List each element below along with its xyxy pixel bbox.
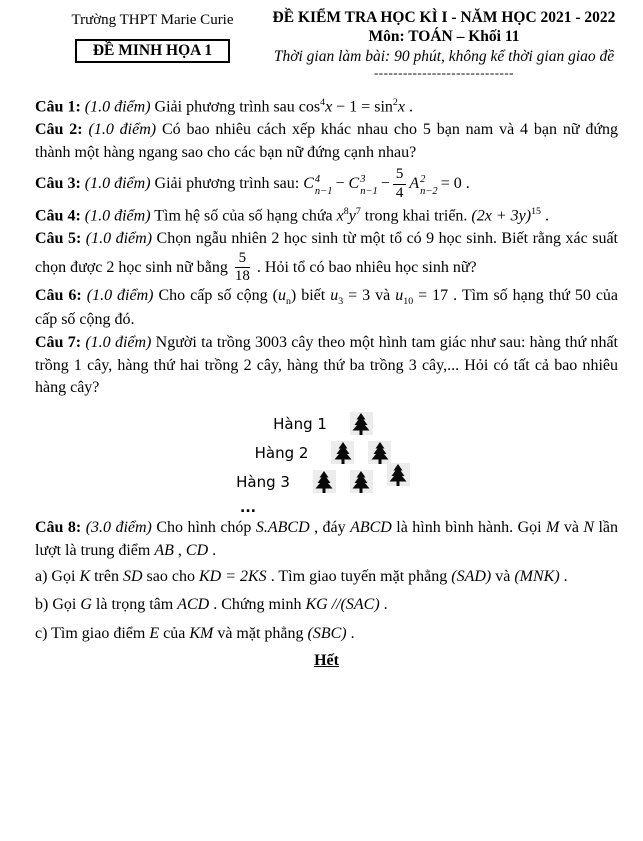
question-3 (35, 167, 618, 202)
math-name: S.ABCD (255, 519, 310, 537)
question-2 (35, 119, 618, 164)
q1-end: . (404, 98, 413, 116)
tree-row-1 (35, 412, 618, 435)
math-var: x (336, 207, 344, 225)
q7-label: Câu 7: (35, 333, 82, 351)
math-name: ABCD (350, 519, 392, 537)
math-value: = 17 (413, 287, 449, 304)
math-var: x (325, 98, 333, 116)
question-6 (35, 285, 618, 332)
question-5 (35, 228, 618, 285)
q8-text: là hình bình hành. Gọi (391, 519, 547, 537)
math-exponent: 2 (392, 96, 398, 108)
q1-label: Câu 1: (35, 98, 81, 116)
sup: 3 (360, 174, 366, 186)
header-right-column (270, 8, 618, 79)
math-name: E (149, 625, 160, 643)
sub: n−2 (420, 185, 438, 197)
q6-text: . Tìm số hạng thứ 50 của cấp số cộng đó. (35, 287, 619, 329)
tree-diagram (35, 412, 618, 515)
math-subscript: n (285, 296, 291, 308)
q1-points: (1.0 điểm) (84, 98, 151, 116)
fraction-numerator: 5 (235, 251, 250, 269)
q7-points: (1.0 điểm) (85, 333, 152, 351)
math-value: = 3 (343, 287, 371, 304)
math-A: A (409, 175, 420, 193)
exam-header (35, 8, 618, 79)
question-8b (35, 594, 618, 617)
supsub (315, 174, 333, 197)
math-subscript: 3 (338, 296, 344, 308)
question-4 (35, 205, 618, 228)
q8c-text: của (159, 625, 190, 643)
tree-row-2 (35, 441, 618, 464)
q6-points: (1.0 điểm) (86, 287, 154, 304)
math-name: N (583, 519, 595, 537)
fraction-denominator: 4 (395, 184, 404, 201)
q3-text: Giải phương trình sau: (150, 175, 304, 193)
math-exponent: 4 (320, 96, 326, 108)
math-name: KD = 2KS (198, 567, 267, 585)
q3-end: . (461, 175, 470, 193)
q2-points: (1.0 điểm) (88, 120, 157, 138)
math-subscript: 10 (403, 296, 414, 308)
exam-code-box: ĐỀ MINH HỌA 1 (75, 39, 230, 63)
math-mid: − 1 = (332, 98, 375, 116)
q8-label: Câu 8: (35, 519, 82, 537)
sub: n−1 (314, 185, 333, 197)
math-name: ACD (177, 596, 210, 614)
exam-duration: Thời gian làm bài: 90 phút, không kể thời gian giao đề (273, 47, 615, 65)
diagram-ellipsis: ... (240, 500, 256, 517)
math-C: C (303, 175, 314, 193)
end-label: Hết (314, 651, 339, 669)
math-equals: = 0 (440, 175, 462, 193)
q2-text: Có bao nhiêu cách xếp khác nhau cho 5 bạn nam và 4 bạn nữ đứng thành một hàng ngang sao cho các bạn nữ đứng cạnh nhau? (35, 120, 619, 161)
question-list (35, 96, 618, 670)
q5-text: . Hỏi tổ có bao nhiêu học sinh nữ? (252, 258, 477, 276)
tree-icon (331, 441, 354, 464)
math-name: (MNK) (514, 567, 560, 585)
q3-points: (1.0 điểm) (84, 175, 151, 193)
math-exponent: 8 (343, 205, 349, 217)
school-name: Trường THPT Marie Curie (71, 12, 234, 28)
math-name: AB (154, 541, 174, 559)
q8a-text: . Tìm giao tuyến mặt phẳng (266, 567, 452, 585)
math-var: x (397, 98, 405, 116)
q8-text: và (559, 519, 584, 537)
q8a-text: trên (90, 567, 123, 585)
q4-points: (1.0 điểm) (84, 207, 151, 225)
math-u: u (395, 287, 404, 304)
q8b-text: . Chứng minh (209, 596, 306, 614)
q6-label: Câu 6: (35, 287, 82, 304)
q4-text: Tìm hệ số của số hạng chứa (150, 207, 337, 225)
q8-points: (3.0 điểm) (85, 519, 152, 537)
q8c-text: c) Tìm giao điểm (35, 625, 150, 643)
math-name: M (546, 519, 560, 537)
exam-subject: Môn: TOÁN – Khối 11 (368, 28, 520, 46)
q6-text: Cho cấp số cộng (153, 287, 273, 304)
q4-end: . (540, 207, 549, 225)
q8c-text: . (346, 625, 355, 643)
q8a-text: và (491, 567, 515, 585)
math-u: u (330, 287, 339, 304)
fraction (235, 251, 250, 286)
separator-dashes: ----------------------------- (373, 64, 515, 80)
q8-text: , đáy (309, 519, 351, 537)
fraction-denominator: 18 (234, 268, 250, 285)
sub: n−1 (360, 185, 378, 197)
q5-label: Câu 5: (35, 229, 82, 247)
header-left-column (35, 8, 270, 63)
math-name: (SBC) (307, 625, 347, 643)
tree-icon (387, 463, 410, 486)
math-name: SD (122, 567, 143, 585)
q8a-text: . (559, 567, 568, 585)
question-1 (35, 96, 618, 119)
q8-text: lần lượt là trung điểm (35, 519, 619, 559)
math-name: K (79, 567, 91, 585)
q8a-text: sao cho (142, 567, 199, 585)
math-minus: − (380, 175, 390, 193)
question-7 (35, 332, 618, 400)
q3-label: Câu 3: (35, 175, 81, 193)
supsub (420, 174, 438, 197)
math-cos: cos (298, 98, 321, 116)
q5-points: (1.0 điểm) (85, 229, 153, 247)
row-label: Hàng 2 (254, 443, 309, 462)
math-minus: − (335, 175, 349, 193)
q8b-text: là trọng tâm (91, 596, 178, 614)
question-8c (35, 623, 618, 646)
sup: 4 (314, 174, 321, 186)
exam-footer (35, 652, 618, 670)
q8b-text: b) Gọi (35, 596, 81, 614)
math-sin: sin (374, 98, 393, 116)
math-exponent: 7 (355, 205, 361, 217)
fraction-numerator: 5 (393, 167, 407, 185)
math-C: C (348, 175, 360, 193)
math-u: u (277, 287, 286, 304)
q8-text: , (173, 541, 186, 559)
exam-title: ĐỀ KIỂM TRA HỌC KÌ I - NĂM HỌC 2021 - 2022 (272, 9, 616, 26)
tree-row-3 (35, 470, 618, 493)
q4-text: trong khai triển. (360, 207, 472, 225)
math-exponent: 15 (531, 205, 541, 217)
math-paren: ) (290, 287, 297, 304)
tree-icon (368, 441, 391, 464)
tree-icon (350, 470, 373, 493)
math-name: KG //(SAC) (305, 596, 380, 614)
question-8a (35, 566, 618, 589)
fraction (393, 167, 407, 202)
q8-text: . (208, 541, 217, 559)
question-8 (35, 517, 618, 562)
q6-text: và (370, 287, 396, 304)
math-name: CD (185, 541, 209, 559)
supsub (360, 174, 378, 197)
math-name: (SAD) (451, 567, 492, 585)
q8-text: Cho hình chóp (151, 519, 256, 537)
tree-icon (350, 412, 373, 435)
sup: 2 (420, 174, 426, 186)
q8b-text: . (379, 596, 388, 614)
math-name: KM (189, 625, 214, 643)
q7-text: Người ta trồng 3003 cây theo một hình tam giác như sau: hàng thứ nhất trồng 1 cây, hàng thứ hai trồng 2 cây, hàng thứ ba trồng 3 cây,... Hỏi có tất cả bao nhiêu hàng cây? (35, 333, 618, 397)
row-label: Hàng 1 (273, 414, 327, 433)
q5-text: Chọn ngẫu nhiên 2 học sinh từ một tổ có 9 học sinh. Biết rằng xác suất chọn được 2 học sinh nữ bằng (35, 229, 618, 276)
q2-label: Câu 2: (35, 120, 83, 138)
tree-icon (313, 470, 336, 493)
q6-text: biết (296, 287, 331, 304)
math-name: G (80, 596, 92, 614)
q4-label: Câu 4: (35, 207, 81, 225)
q1-text: Giải phương trình sau (150, 98, 299, 116)
row-label: Hàng 3 (236, 472, 290, 491)
math-var: y (348, 207, 356, 225)
q8c-text: và mặt phẳng (213, 625, 308, 643)
math-expression: (2x + 3y) (471, 207, 532, 225)
math-paren: ( (272, 287, 278, 304)
q8a-text: a) Gọi (35, 567, 80, 585)
